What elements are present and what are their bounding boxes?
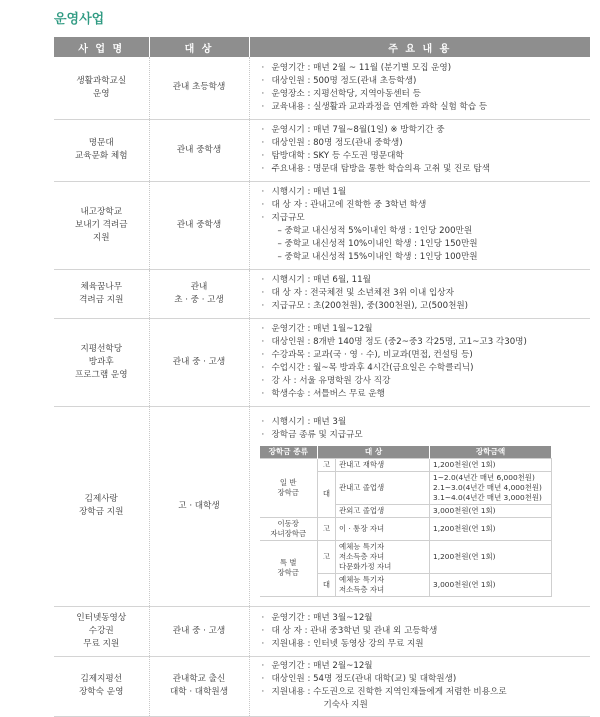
content-item: · 대 상 자 : 관내 중3학년 및 관내 외 고등학생 <box>260 625 591 638</box>
sch-target <box>336 540 430 573</box>
content-item: · 시행시기 : 매년 3월 <box>260 416 591 429</box>
sch-target <box>336 573 430 596</box>
program-target-line: 관내 중 · 고생 <box>172 356 226 367</box>
sch-level: 대 <box>318 471 336 517</box>
sch-target: 관외고 졸업생 <box>336 504 430 517</box>
program-content <box>249 606 590 656</box>
program-target-line: 관내 초등학생 <box>172 82 226 93</box>
program-target-line: 관내 중학생 <box>176 219 222 230</box>
program-target-line: 관내 중학생 <box>176 144 222 155</box>
program-content <box>249 269 590 318</box>
sch-header-type: 장학금 종류 <box>260 446 318 459</box>
program-target <box>149 606 249 656</box>
content-subitem: – 중학교 내신성적 10%이내인 학생 : 1인당 150만원 <box>277 239 478 249</box>
program-name-line: 인터넷동영상 <box>76 612 127 623</box>
program-name-line: 장학숙 운영 <box>79 687 124 697</box>
program-content <box>249 119 590 181</box>
scholarship-header-row <box>260 446 552 459</box>
sch-target-line: 저소득층 자녀 <box>339 551 385 561</box>
scholarship-row <box>260 540 552 573</box>
program-name-line: 지평선학당 <box>80 343 122 354</box>
table-row <box>54 119 590 181</box>
content-item: · 지급규모 : 초(200천원), 중(300천원), 고(500천원) <box>260 300 591 313</box>
program-name-line: 운영 <box>92 88 110 99</box>
program-target <box>149 656 249 716</box>
content-item: · 운영기간 : 매년 2월~12월 <box>260 660 591 673</box>
content-item: · 주요내용 : 명문대 탐방을 통한 학습의욕 고취 및 진로 탐색 <box>260 163 591 176</box>
content-item: · 운영시기 : 매년 7월~8월(1일) ※ 방학기간 중 <box>260 124 591 137</box>
program-name <box>54 119 149 181</box>
sch-type-line: 이동장 <box>277 518 299 528</box>
sch-amount-line: 2.1~3.0(4년간 매년 4,000천원) <box>433 482 542 492</box>
sch-header-amount: 장학금액 <box>430 446 551 459</box>
sch-amount-line: 3.1~4.0(4년간 매년 3,000천원) <box>433 492 542 502</box>
sch-amount <box>430 471 551 504</box>
sch-amount: 1,200천원(연 1회) <box>430 540 551 573</box>
program-content <box>249 57 590 119</box>
sch-type-general <box>260 458 318 517</box>
content-item: · 지급규모 <box>260 212 591 225</box>
content-item: · 운영기간 : 매년 2월 ~ 11월 (분기별 모집 운영) <box>260 62 591 75</box>
program-target <box>149 269 249 318</box>
sch-target-line: 다문화가정 자녀 <box>339 561 392 571</box>
sch-level: 고 <box>318 517 336 540</box>
sch-target: 관내고 재학생 <box>336 458 430 471</box>
program-target-line: 대학 · 대학원생 <box>169 687 228 697</box>
program-name-line: 김제사랑 <box>84 494 118 504</box>
content-item: · 교육내용 : 실생활과 교과과정을 연계한 과학 실험 학습 등 <box>260 101 591 114</box>
sch-type-transfer <box>260 517 318 540</box>
program-name-line: 생활과학교실 <box>76 75 127 86</box>
sch-type-line: 일 반 <box>279 477 297 487</box>
table-row <box>54 606 590 656</box>
program-target-line: 관내 중 · 고생 <box>172 625 226 636</box>
program-content <box>249 318 590 406</box>
content-item: · 운영기간 : 매년 3월~12월 <box>260 612 591 625</box>
sch-type-line: 장학금 <box>277 487 299 497</box>
content-item: · 학생수송 : 셔틀버스 무료 운행 <box>260 388 591 401</box>
program-name <box>54 656 149 716</box>
program-name-line: 지원 <box>92 232 110 243</box>
header-content: 주 요 내 용 <box>249 37 590 57</box>
program-name <box>54 269 149 318</box>
sch-type-line: 장학금 <box>277 568 299 577</box>
program-name <box>54 606 149 656</box>
page-title: 운영사업 <box>54 12 105 27</box>
table-row <box>54 181 590 269</box>
sch-target-line: 저소득층 자녀 <box>339 584 385 594</box>
program-target-line: 고 · 대학생 <box>178 500 220 511</box>
content-item: · 대상인원 : 54명 정도(관내 대학(교) 및 대학원생) <box>260 673 591 686</box>
sch-amount: 1,200천원(연 1회) <box>430 458 551 471</box>
content-item: · 수강과목 : 교과(국 · 영 · 수), 비교과(면접, 컨설팅 등) <box>260 349 591 362</box>
program-name-line: 김제지평선 <box>80 674 122 684</box>
content-item: · 대 상 자 : 관내고에 진학한 중 3학년 학생 <box>260 199 591 212</box>
table-header-row <box>54 37 590 57</box>
program-name-line: 무료 지원 <box>83 638 120 649</box>
program-target-line: 관내 <box>190 281 208 292</box>
sch-amount: 1,200천원(연 1회) <box>430 517 551 540</box>
sch-target: 관내고 졸업생 <box>336 471 430 504</box>
program-name-line: 방과후 <box>88 356 114 367</box>
content-item: · 강 사 : 서울 유명학원 강사 직강 <box>260 375 591 388</box>
content-item: · 수업시간 : 월~목 방과후 4시간(금요일은 수학클리닉) <box>260 362 591 375</box>
content-item: · 대 상 자 : 전국체전 및 소년체전 3위 이내 입상자 <box>260 287 591 300</box>
program-target <box>149 406 249 606</box>
program-name-line: 프로그램 운영 <box>74 369 128 380</box>
content-item: · 운영장소 : 지평선학당, 지역아동센터 등 <box>260 88 591 101</box>
content-item: · 탐방대학 : SKY 등 수도권 명문대학 <box>260 150 591 163</box>
sch-amount: 3,000천원(연 1회) <box>430 573 551 596</box>
program-target-line: 관내학교 출신 <box>172 674 226 684</box>
scholarship-table <box>260 446 552 597</box>
sch-level: 고 <box>318 540 336 573</box>
sch-level: 대 <box>318 573 336 596</box>
sch-level: 고 <box>318 458 336 471</box>
program-content <box>249 406 590 606</box>
program-name <box>54 181 149 269</box>
program-name-line: 보내기 격려금 <box>74 219 128 230</box>
program-content <box>249 181 590 269</box>
program-name <box>54 406 149 606</box>
content-continuation: 기숙사 지원 <box>323 700 368 710</box>
table-row <box>54 656 590 716</box>
content-item: · 지원내용 : 수도권으로 진학한 지역인재들에게 저렴한 비용으로 <box>260 686 591 699</box>
content-subitem: – 중학교 내신성적 15%이내인 학생 : 1인당 100만원 <box>277 252 478 262</box>
sch-target-line: 예체능 특기자 <box>339 574 385 584</box>
program-name-line: 명문대 <box>88 138 114 148</box>
sch-header-target: 대 상 <box>318 446 430 459</box>
program-name-line: 교육문화 체험 <box>74 151 128 161</box>
content-item: · 운영기간 : 매년 1월~12월 <box>260 323 591 336</box>
sch-type-special <box>260 540 318 596</box>
content-item: · 대상인원 : 8개반 140명 정도 (중2~중3 각25명, 고1~고3 각30명) <box>260 336 591 349</box>
program-name-line: 수강권 <box>88 625 114 636</box>
program-name-line: 내고장학교 <box>80 206 122 217</box>
header-name: 사 업 명 <box>54 37 149 57</box>
sch-target-line: 예체능 특기자 <box>339 541 385 551</box>
table-row <box>54 269 590 318</box>
table-row <box>54 318 590 406</box>
scholarship-row <box>260 517 552 540</box>
sch-amount: 3,000천원(연 1회) <box>430 504 551 517</box>
program-target <box>149 119 249 181</box>
content-item: · 시행시기 : 매년 6월, 11월 <box>260 274 591 287</box>
content-item: · 장학금 종류 및 지급규모 <box>260 429 591 442</box>
program-name <box>54 318 149 406</box>
program-target <box>149 181 249 269</box>
table-row <box>54 406 590 606</box>
scholarship-row <box>260 458 552 471</box>
program-target-line: 초 · 중 · 고생 <box>174 294 224 305</box>
program-content <box>249 656 590 716</box>
program-target <box>149 318 249 406</box>
operations-table <box>54 37 590 717</box>
sch-type-line: 자녀장학금 <box>270 528 307 538</box>
content-item: · 지원내용 : 인터넷 동영상 강의 무료 지원 <box>260 638 591 651</box>
program-name <box>54 57 149 119</box>
content-item: · 시행시기 : 매년 1월 <box>260 186 591 199</box>
sch-amount-line: 1~2.0(4년간 매년 6,000천원) <box>433 472 535 482</box>
program-name-line: 체육꿈나무 <box>80 281 122 292</box>
sch-target: 이 · 통장 자녀 <box>336 517 430 540</box>
program-name-line: 격려금 지원 <box>79 294 124 305</box>
header-target: 대 상 <box>149 37 249 57</box>
program-name-line: 장학금 지원 <box>79 507 124 517</box>
content-subitem: – 중학교 내신성적 5%이내인 학생 : 1인당 200만원 <box>277 226 473 236</box>
program-target <box>149 57 249 119</box>
sch-type-line: 특 별 <box>279 558 297 567</box>
table-row <box>54 57 590 119</box>
content-item: · 대상인원 : 80명 정도(관내 중학생) <box>260 137 591 150</box>
content-item: · 대상인원 : 500명 정도(관내 초등학생) <box>260 75 591 88</box>
